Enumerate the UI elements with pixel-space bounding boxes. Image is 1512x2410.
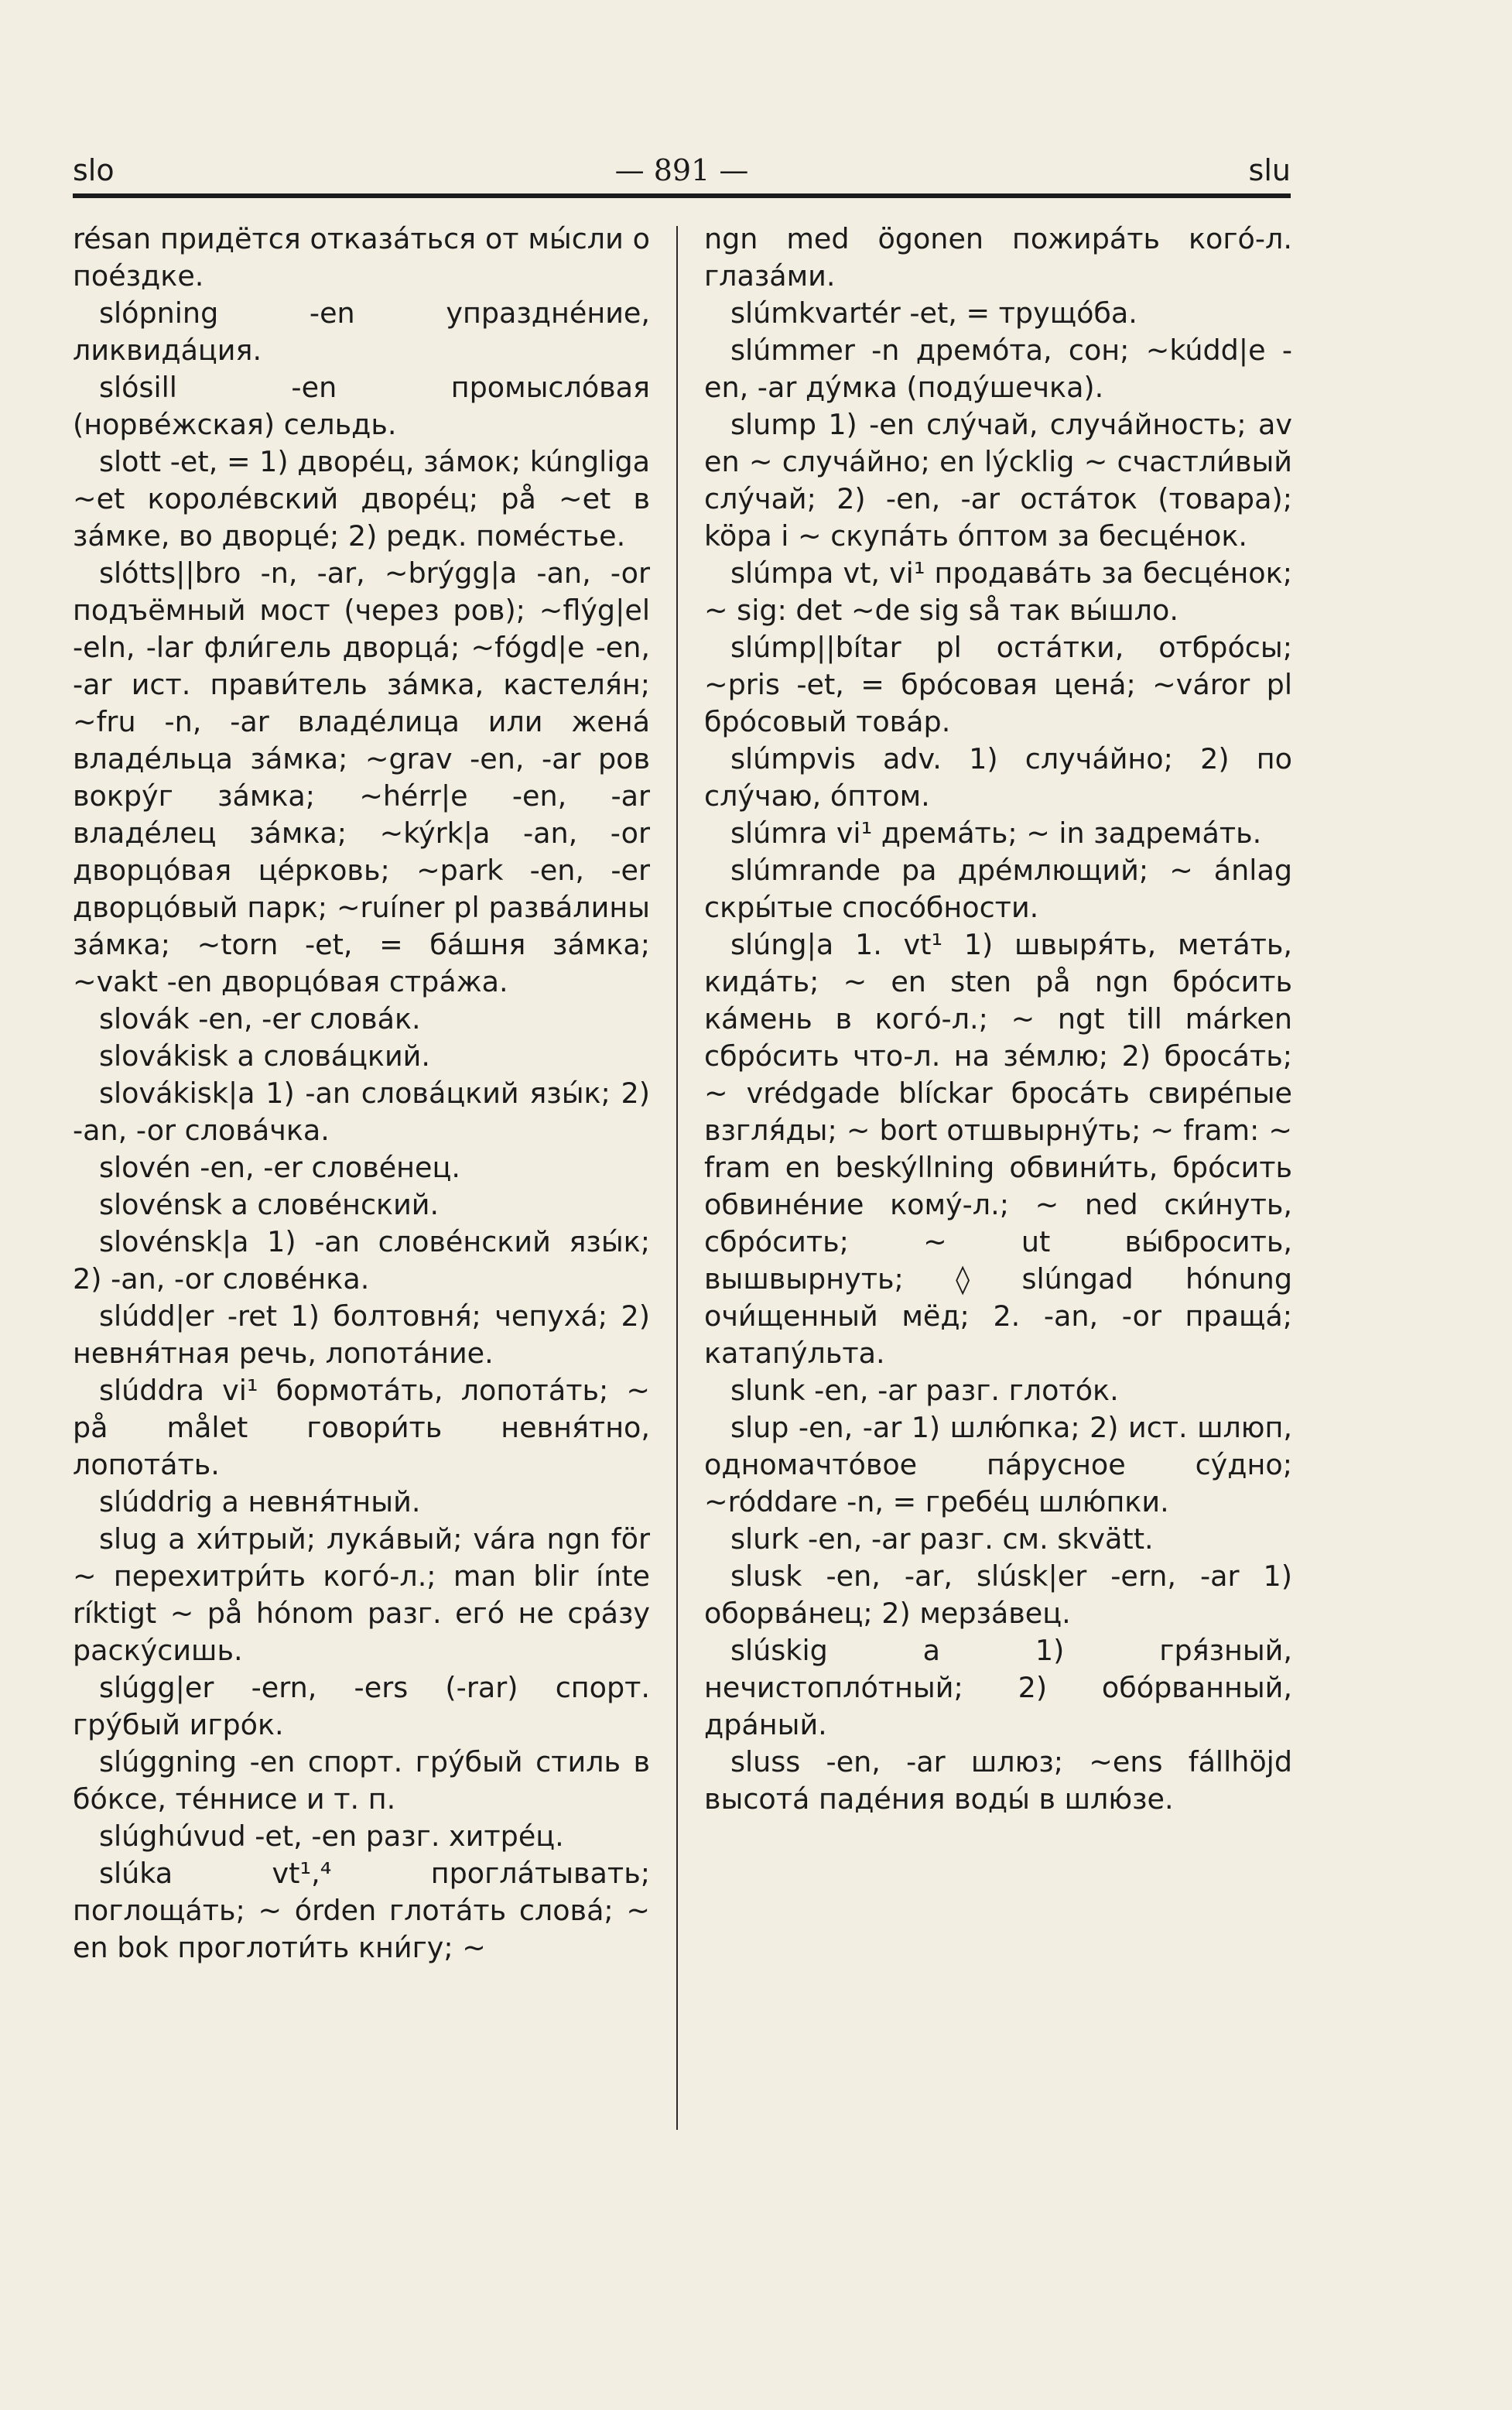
dictionary-entry: slúskig a 1) гря́зный, нечистопло́тный; 2) обо́рванный, дра́ный. [704, 1634, 1292, 1741]
dictionary-entry: slúddrig a невня́тный. [99, 1485, 421, 1518]
page-header [73, 153, 1291, 200]
dictionary-entry: slott -et, = 1) дворéц, за́мок; kúngliga ~et королéвский дворéц; på ~et в за́мке, во дворцé; 2) редк. помéстье. [73, 445, 650, 553]
dictionary-entry: slúmrande pa дрéмлющий; ~ ánlag скры́тые спосо́бности. [704, 854, 1292, 924]
dictionary-entry: slup -en, -ar 1) шлю́пка; 2) ист. шлюп, одномачто́вое па́русное су́дно; ~róddare -n, = гребéц шлю́пки. [704, 1411, 1292, 1518]
dictionary-entry: slúgg|er -ern, -ers (-rar) спорт. гру́бый игро́к. [73, 1671, 650, 1741]
dictionary-entry: slúmpvis adv. 1) случа́йно; 2) по слу́чаю, о́птом. [704, 742, 1292, 813]
dictionary-entry: slópning -en упразднéние, ликвида́ция. [73, 296, 650, 367]
dictionary-entry: slurk -en, -ar разг. см. skvätt. [730, 1522, 1154, 1556]
dictionary-entry: slovákisk a слова́цкий. [99, 1039, 431, 1073]
dictionary-entry: slúdd|er -ret 1) болтовня́; чепуха́; 2) невня́тная речь, лопота́ние. [73, 1299, 650, 1370]
header-right-guide-word: slu [1248, 153, 1291, 187]
dictionary-entry: slúmp||bítar pl оста́тки, отбро́сы; ~pris -et, = бро́совая цена́; ~váror pl бро́совый това́р. [704, 631, 1292, 738]
dictionary-entry: slusk -en, -ar, slúsk|er -ern, -ar 1) оборва́нец; 2) мерза́вец. [704, 1559, 1292, 1630]
dictionary-entry: slovén -en, -er словéнец. [99, 1151, 460, 1184]
dictionary-entry: ngn med ögonen пожира́ть кого́-л. глаза́ми. [704, 222, 1292, 293]
dictionary-entry: slúmkvartér -et, = трущо́ба. [730, 296, 1137, 330]
dictionary-entry: sluss -en, -ar шлюз; ~ens fállhöjd высота́ падéния воды́ в шлю́зе. [704, 1745, 1292, 1816]
left-column [73, 221, 650, 1967]
dictionary-entry: slúghúvud -et, -en разг. хитрéц. [99, 1819, 564, 1853]
dictionary-entry: slunk -en, -ar разг. глото́к. [730, 1374, 1119, 1407]
dictionary-entry: slósill -en промысло́вая (норвéжская) сельдь. [73, 371, 650, 441]
right-column [704, 221, 1292, 1818]
dictionary-entry: slúggning -en спорт. гру́бый стиль в бо́ксе, тéннисе и т. п. [73, 1745, 650, 1816]
dictionary-entry: slúddra vi¹ бормота́ть, лопота́ть; ~ på målet говори́ть невня́тно, лопота́ть. [73, 1374, 650, 1481]
dictionary-entry: slúng|a 1. vt¹ 1) швыря́ть, мета́ть, кида́ть; ~ en sten på ngn бро́сить ка́мень в кого́-л.; ~ ngt till márken сбро́сить что-л. на зéмлю; 2) броса́ть; ~ vrédgade blíckar броса́ть свирéпые взгля́ды; ~ bort отшвырну́ть; ~ fram: ~ fram en beskýllning обвини́ть, бро́сить обвинéние кому́-л.; ~ ned ски́нуть, сбро́сить; ~ ut вы́бросить, вышвырнуть; ◊ slúngad hónung очи́щенный мёд; 2. -an, -or праща́; катапу́льта. [704, 928, 1292, 1370]
dictionary-entry: slug a хи́трый; лука́вый; vára ngn för ~ перехитри́ть кого́-л.; man blir ínte ríktigt ~ på hónom разг. его́ не сра́зу раску́сишь. [73, 1522, 650, 1667]
column-divider [676, 226, 678, 2130]
dictionary-entry: slovák -en, -er слова́к. [99, 1002, 421, 1036]
dictionary-entry: slovénsk|a 1) -an словéнский язы́к; 2) -an, -or словéнка. [73, 1225, 650, 1296]
header-rule [73, 193, 1291, 198]
dictionary-entry: slovénsk a словéнский. [99, 1188, 440, 1221]
dictionary-entry: slovákisk|a 1) -an слова́цкий язы́к; 2) -an, -or слова́чка. [73, 1077, 650, 1147]
dictionary-entry: slúmra vi¹ дрема́ть; ~ in задрема́ть. [730, 816, 1262, 850]
page-number: — 891 — [614, 153, 749, 187]
dictionary-entry: slótts||bro -n, -ar, ~brýgg|a -an, -or подъёмный мост (через ров); ~flýg|el -eln, -lar фли́гель дворца́; ~fógd|e -en, -ar ист. прави́тель за́мка, кастеля́н; ~fru -n, -ar владéлица или жена́ владéльца за́мка; ~grav -en, -ar ров вокру́г за́мка; ~hérr|e -en, -ar владéлец за́мка; ~kýrk|a -an, -or дворцо́вая цéрковь; ~park -en, -er дворцо́вый парк; ~ruíner pl разва́лины за́мка; ~torn -et, = ба́шня за́мка; ~vakt -en дворцо́вая стра́жа. [73, 556, 650, 998]
dictionary-entry: slúmmer -n дремо́та, сон; ~kúdd|e -en, -ar ду́мка (поду́шечка). [704, 334, 1292, 404]
dictionary-entry: slúka vt¹,⁴ прогла́тывать; поглоща́ть; ~ órden глота́ть слова́; ~ en bok проглоти́ть кни́гу; ~ [73, 1857, 650, 1964]
dictionary-entry: résan придётся отказа́ться от мы́сли о поéздке. [73, 222, 650, 293]
dictionary-entry: slump 1) -en слу́чай, случа́йность; av en ~ случа́йно; en lýcklig ~ счастли́вый слу́чай; 2) -en, -ar оста́ток (товара); köpa i ~ скупа́ть о́птом за бесцéнок. [704, 408, 1292, 553]
dictionary-entry: slúmpa vt, vi¹ продава́ть за бесцéнок; ~ sig: det ~de sig så так вы́шло. [704, 556, 1292, 627]
header-left-guide-word: slo [73, 153, 115, 187]
